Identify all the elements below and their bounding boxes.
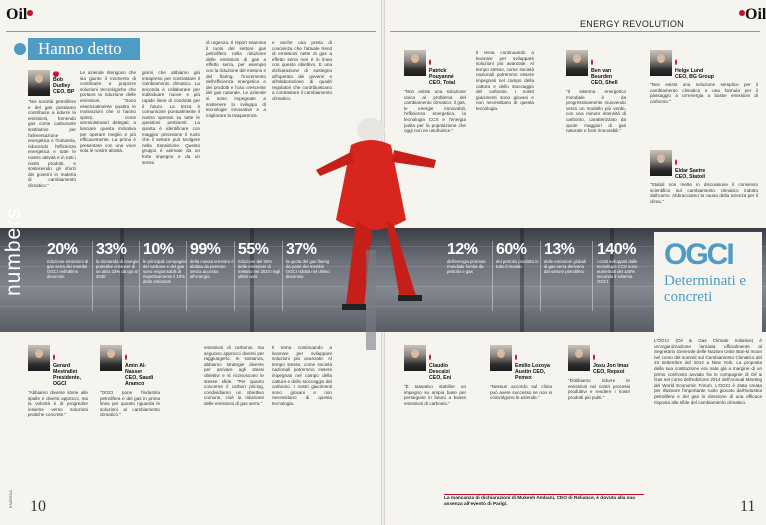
- quote-icon: ": [429, 354, 431, 360]
- speaker-role: CEO, BG Group: [675, 74, 714, 80]
- quote-text: "Non esiste una soluzione unica al problema del cambiamento climatico: il gas, le energie rinnovabili, l'efficienza energetica, la tecnologia CCS e l'energia pulita per la popolazione che oggi non ne usufruisce.": [404, 89, 466, 134]
- stat-label: del petrolio prodotto in tutto il mondo: [496, 259, 539, 269]
- stat-label: la quota del gas flaring da parte dei membri OGCI ridotta nel ultimo decennio: [286, 259, 330, 279]
- speaker-role: Austin CEO, Pemex: [515, 369, 546, 381]
- body-column: giorni che abbiamo già intrapreso per contrastare il cambiamento climatico. La seconda è collaborare per individuare nuove e più rapide linee di condotta per il futuro. La terza è comunicare puntualmente il nostro operato su tutte le questioni pertinenti. La quarta è identificare con maggior precisione il ruolo che il settore può svolgere nella transizione. Questo gruppo è animato da un forte impegno e da un senso: [142, 70, 200, 165]
- speaker-name: Ben van Beurden: [591, 68, 613, 80]
- quote-icon: ": [675, 159, 677, 165]
- quote-text: "OGCI pone l'industria petrolifera e del gas in prima linea per quanto riguarda le soluzioni al cambiamento climatico.": [100, 390, 160, 418]
- worker-illustration: [296, 90, 446, 350]
- speaker-role: CEO, Total: [429, 80, 456, 86]
- oil-logo-left: Oil: [6, 6, 28, 23]
- footer-rule: [444, 494, 644, 495]
- running-label: ENERGIA: [8, 489, 13, 508]
- speaker-name: Bob Dudley: [53, 77, 71, 89]
- header-rule-right: [390, 31, 760, 32]
- stat-value: 12%: [447, 241, 478, 258]
- stat-label: le principali compagnie del carbone e del gas sono responsabili di rispettivamente il 10% delle emissioni: [143, 259, 187, 284]
- stat-item: [597, 241, 643, 284]
- quote-icon: ": [591, 59, 593, 65]
- portrait-photo: [28, 70, 50, 96]
- portrait-photo: [404, 345, 426, 371]
- portrait-photo: [650, 150, 672, 176]
- stat-label: i costi sviluppati dalle tecnologie CCS sono aumentati del 140% secondo il sistema OGCI: [597, 259, 638, 284]
- portrait-photo: [100, 345, 122, 371]
- stat-item: [143, 241, 187, 284]
- ogci-text: L'OGCI (Oil & Gas Climate Initiative) è un'organizzazione lanciata ufficialmente al Segretario Generale delle Nazioni Unite Ban-ki moon nel corso del summit sul Cambiamento Climatico del 23 settembre del 2014 a New York. La proposta della sua costituzione era nata già a margine di un primo confronto avviato fra le compagnie di Oil & Gas nel corso dell'edizione 2014 dell'Annual Meeting del World Economic Forum. L'OGCI è stata creata per illustrare l'importante ruolo giocato dall'industria petrolifera e del gas in direzione di una efficace risposta alle sfide del cambiamento climatico.: [654, 338, 762, 405]
- body-column: Il tema continuando a lavorare per sviluppare soluzioni più avanzate. Al tempo stesso, come società nazionali potremmo essere impegnati nel campo della cattura e dello stoccaggio del carbonio. I nostri giacimenti sono giovani e non necessitano di questa tecnologia.: [272, 345, 332, 406]
- quote-card: [650, 150, 758, 224]
- portrait-photo: [490, 345, 512, 371]
- quote-card: [28, 345, 88, 485]
- stat-item: [544, 241, 588, 274]
- quote-icon: ": [515, 354, 517, 360]
- speech-bubble-icon: [14, 43, 26, 55]
- stat-label: dell'energia primaria mondiale fornita da petrolio e gas: [447, 259, 486, 274]
- body-column: emissioni di carbonio, ma seguono approcci diversi per raggiungerlo. In sostanza, abbiamo strategie diverse per arrivare agli stessi obiettivi e si riconoscono le stesse sfide. "Per quanto concerne il carbon pricing, condividiamo un obiettivo comune, cioè la riduzione delle emissioni di gas serra.": [204, 345, 264, 406]
- ogci-title: Determinati e concreti: [664, 273, 747, 305]
- quote-card: [566, 50, 626, 222]
- speaker-name: Helge Lund: [675, 68, 704, 74]
- quote-text: "È tassativo stabilire un impegno su ampia base per perseguire in futuro a basse emissioni di carbonio.": [404, 384, 466, 406]
- ogci-logo: OGCI: [664, 238, 733, 271]
- quote-icon: ": [593, 354, 595, 360]
- speaker-name: Josu Jon Imaz: [593, 363, 629, 369]
- speaker-role: CEO, Eni: [429, 375, 452, 381]
- section-title: Hanno detto: [38, 39, 122, 58]
- speaker-name: Gerard Mestrallet: [53, 363, 78, 375]
- stat-value: 55%: [238, 241, 269, 258]
- quote-text: "Statoil non mette in discussione il consenso scientifico sul cambiamento climatico indotto dall'uomo. Abbracciamo la causa della scienza per il clima.": [650, 182, 758, 204]
- quote-icon: ": [125, 354, 127, 360]
- speaker-role: CEO, Shell: [591, 80, 618, 86]
- speaker-name: Claudio Descalzi: [429, 363, 450, 375]
- stat-item: [47, 241, 91, 279]
- body-paragraph: Il tema continuando a lavorare per sviluppare soluzioni più avanzate. Al tempo stesso, come società nazionali potremmo essere impegnati nel campo della cattura e dello stoccaggio del carbonio. I nostri giacimenti sono giovani e non necessitano di questa tecnologia.: [476, 50, 534, 111]
- quote-card: [568, 345, 630, 485]
- section-title-banner: [28, 38, 140, 60]
- logo-dot-icon: [27, 10, 33, 16]
- ogci-box: [654, 232, 762, 332]
- stat-item: [190, 241, 234, 279]
- stat-value: 20%: [47, 241, 78, 258]
- stat-value: 60%: [496, 241, 527, 258]
- footer-note: La mancanza di dichiarazioni di Mukesh Ambani, CEO di Reliance, è dovuta alla sua assenza all'evento di Parigi.: [444, 496, 635, 507]
- logo-dot-icon: [739, 10, 745, 16]
- speaker-name: Eldar Saetre: [675, 168, 706, 174]
- quote-text: "Dobbiamo ridurre le emissioni nei nostri processi produttivi e rendere i nostri prodotti più puliti.": [568, 378, 630, 400]
- stat-value: 10%: [143, 241, 174, 258]
- speaker-name: Amin Al-Nasser: [125, 363, 147, 375]
- body-column: Le aziende ritengono che sia giunto il momento di contribuire e proporre soluzioni tecnologiche che portano la riduzione delle emissioni. "Sono essenzialmente quattro le motivazioni che ci hanno spinto, come amministratori delegati, a lanciare questa iniziativa per operare meglio e più efficacemente. La prima è presentare con una voce sola le nostre attività.: [80, 70, 136, 154]
- quote-card: [404, 345, 466, 485]
- portrait-photo: [28, 345, 50, 371]
- quote-icon: ": [675, 59, 677, 65]
- speaker-role: CEO, Repsol: [593, 369, 625, 375]
- quote-card: [28, 70, 76, 220]
- quote-text: "Noi società petrolifere e del gas possiamo contribuire a ridurre le emissioni, fornendo gas come carburante sostitutivo per l'alimentazione energetica e l'industria, riducendo l'efficienza energetica e tutte le nostre attività e in tutti i nostri prodotti, e sostenendo gli sforzi dei governi in materia di cambiamento climatico.": [28, 99, 76, 188]
- section-label: ENERGY REVOLUTION: [580, 19, 684, 29]
- portrait-photo: [650, 50, 672, 76]
- stat-label: delle emissioni globali di gas serra derivano dal settore petrolifero: [544, 259, 586, 274]
- quote-card: [490, 345, 552, 485]
- body-column: e anche una presa di coscienza che l'attuale trend di emissioni nette di gas a effetto serra non è in linea con questo obiettivo. E una dichiarazione di sostegno all'operato dei governi e all'elaborazione di quadri regolatori che contribuiscano a contrastare il cambiamento climatico.: [272, 40, 332, 101]
- stat-label: della massa terrestre è abitata da persone senza accesso all'energia: [190, 259, 234, 279]
- stat-item: [496, 241, 540, 269]
- helmet-icon: [357, 118, 385, 142]
- quote-text: "Nessun accordo sul clima può avere successo se non si coinvolgono le aziende.": [490, 384, 552, 401]
- page-number-right: 11: [740, 498, 756, 515]
- stat-value: 37%: [286, 241, 317, 258]
- quote-text: "Non esiste una soluzione semplice per il cambiamento climatico e una formula per il passaggio a un'energia a basse emissioni di carbonio.": [650, 82, 758, 104]
- body-column: di urgenza. Il report esamina il ruolo del settore gas petrolifero nella riduzione delle emissioni di gas a effetto serra, per esempio con la riduzione del metano e del flaring, l'incremento dell'efficienza energetica e dei prodotti e l'uso crescente del gas naturale. Le aziende si sono impegnate a sostenere lo sviluppo di tecnologie innovative e a migliorare la trasparenza.: [206, 40, 266, 118]
- stat-item: [238, 241, 282, 279]
- body-column: [476, 50, 534, 222]
- stat-label: riduzione emissioni di gas serra dei membri OGCI nell'ultimo decennio: [47, 259, 89, 279]
- quote-icon: ": [53, 71, 59, 77]
- quote-card: [100, 345, 160, 485]
- speaker-role: CEO, BP: [53, 89, 75, 95]
- quote-icon: ": [429, 59, 431, 65]
- stat-value: 33%: [96, 241, 127, 258]
- numbers-heading: numbers: [2, 207, 25, 296]
- stat-label: la domanda di energia potrebbe crescere di un altro 33% da qui al 2030: [96, 259, 139, 279]
- portrait-photo: [568, 345, 590, 371]
- stat-value: 13%: [544, 241, 575, 258]
- stat-value: 140%: [597, 241, 636, 258]
- speaker-name: Patrick Pouyanné: [429, 68, 454, 80]
- speaker-role: Presidente, OGCI: [53, 375, 81, 387]
- speaker-role: CEO, Statoil: [675, 174, 705, 180]
- portrait-photo: [404, 50, 426, 76]
- stat-item: [447, 241, 491, 274]
- portrait-photo: [566, 50, 588, 76]
- quote-text: "Il sistema energetico mondiale è da progressivamente muovendo verso un modello più verde, con una minore intensità di carbonio, caratterizzato da quote maggiori di gas naturale e fonti rinnovabili.": [566, 89, 626, 134]
- header-rule-left: [6, 31, 376, 32]
- stat-item: [96, 241, 140, 279]
- stat-label: riduzione del 55% delle emissioni di metano nel 2010 negli ultimi anni: [238, 259, 281, 279]
- quote-icon: ": [53, 354, 55, 360]
- quote-text: "Abbiamo diverse storie alle spalle e diversi approcci, ma la volontà è di progredire insieme verso soluzioni pratiche concrete.": [28, 390, 88, 418]
- speaker-name: Emilio Lozoya: [515, 363, 550, 369]
- stat-value: 99%: [190, 241, 221, 258]
- quote-card: [650, 50, 758, 128]
- oil-logo-right: Oil: [745, 6, 766, 23]
- page-number-left: 10: [30, 498, 46, 515]
- speaker-role: CEO, Saudi Aramco: [125, 375, 154, 387]
